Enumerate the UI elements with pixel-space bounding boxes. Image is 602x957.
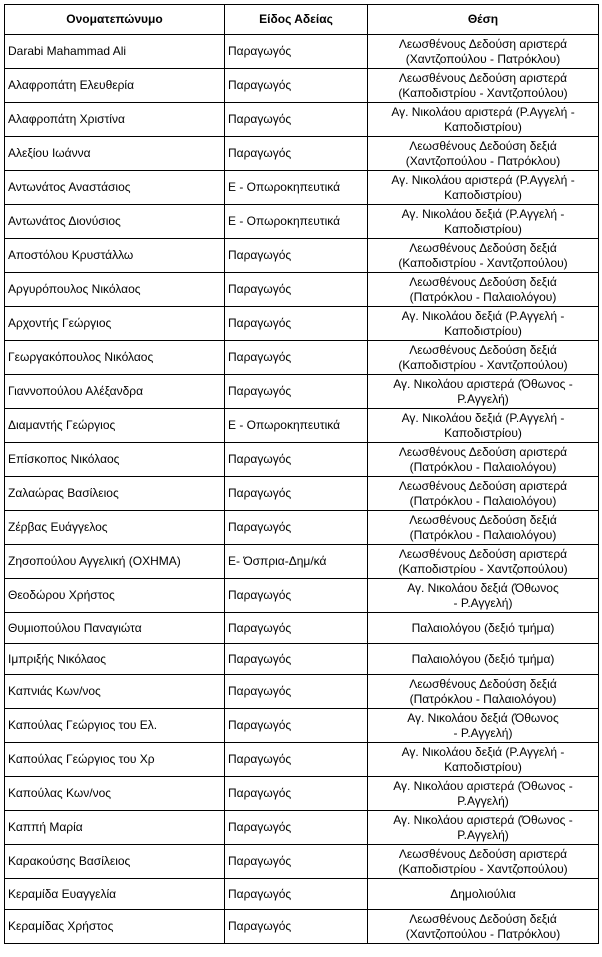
position-line: Λεωσθένους Δεδούση δεξιά [409,676,557,691]
cell-name: Επίσκοπος Νικόλαος [5,443,225,477]
table-body [5,35,599,944]
position-line: (Πατρόκλου - Παλαιολόγου) [409,289,557,304]
position-line: Λεωσθένους Δεδούση δεξιά [409,138,557,153]
table-row [5,644,599,675]
cell-license-type: Παραγωγός [225,341,368,375]
table-row [5,341,599,375]
position-line: Παλαιολόγου (δεξιό τμήμα) [411,620,555,635]
cell-name: Διαμαντής Γεώργιος [5,409,225,443]
table-row [5,613,599,644]
cell-license-type: Παραγωγός [225,811,368,845]
position-line: (Καποδιστρίου - Χαντζοπούλου) [398,561,568,576]
cell-position [368,103,599,137]
position-line: (Πατρόκλου - Παλαιολόγου) [409,691,557,706]
cell-name: Καππή Μαρία [5,811,225,845]
cell-license-type: Παραγωγός [225,845,368,879]
position-line: Λεωσθένους Δεδούση δεξιά [409,342,557,357]
cell-license-type: Παραγωγός [225,644,368,675]
position-line: Αγ. Νικολάου αριστερά (Όθωνος - [393,778,573,793]
cell-license-type: Ε- Όσπρια-Δημ/κά [225,545,368,579]
position-line: Καποδιστρίου) [444,425,522,440]
header-position: Θέση [368,5,599,35]
cell-name: Καπούλας Γεώργιος του Χρ [5,743,225,777]
position-line: Καποδιστρίου) [444,119,522,134]
cell-name: Ιμπριξής Νικόλαος [5,644,225,675]
position-line: Λεωσθένους Δεδούση αριστερά [398,36,568,51]
position-line: Αγ. Νικολάου αριστερά (Όθωνος - [393,812,573,827]
cell-license-type: Παραγωγός [225,579,368,613]
position-line: Καποδιστρίου) [444,323,522,338]
cell-name: Κεραμίδα Ευαγγελία [5,879,225,910]
position-line: Ρ.Αγγελή) [457,827,509,842]
cell-position [368,137,599,171]
cell-license-type: Παραγωγός [225,239,368,273]
table-row [5,709,599,743]
cell-name: Αντωνάτος Αναστάσιος [5,171,225,205]
cell-name: Καπούλας Γεώργιος του Ελ. [5,709,225,743]
position-line: (Καποδιστρίου - Χαντζοπούλου) [398,357,568,372]
table-row [5,675,599,709]
position-line: Λεωσθένους Δεδούση δεξιά [409,240,557,255]
cell-name: Ζέρβας Ευάγγελος [5,511,225,545]
cell-license-type: Παραγωγός [225,375,368,409]
cell-license-type: Παραγωγός [225,743,368,777]
table-row [5,879,599,910]
cell-name: Αλαφροπάτη Ελευθερία [5,69,225,103]
cell-name: Αρχοντής Γεώργιος [5,307,225,341]
table-row [5,443,599,477]
table-row [5,511,599,545]
cell-name: Κεραμίδας Χρήστος [5,910,225,944]
position-line: (Καποδιστρίου - Χαντζοπούλου) [398,255,568,270]
table-row [5,103,599,137]
cell-name: Καρακούσης Βασίλειος [5,845,225,879]
cell-position [368,910,599,944]
cell-position [368,341,599,375]
cell-license-type: Παραγωγός [225,777,368,811]
table-row [5,811,599,845]
cell-position [368,879,599,910]
cell-position [368,69,599,103]
position-line: Καποδιστρίου) [444,759,522,774]
cell-license-type: Παραγωγός [225,35,368,69]
position-line: Λεωσθένους Δεδούση αριστερά [398,478,568,493]
position-line: Λεωσθένους Δεδούση δεξιά [409,512,557,527]
license-table [4,4,599,944]
table-row [5,69,599,103]
position-line: (Καποδιστρίου - Χαντζοπούλου) [398,85,568,100]
table-row [5,273,599,307]
position-line: Ρ.Αγγελή) [457,793,509,808]
table-row [5,777,599,811]
cell-license-type: Παραγωγός [225,879,368,910]
cell-position [368,545,599,579]
position-line: (Χαντζοπούλου - Πατρόκλου) [405,51,561,66]
cell-name: Ζαλαώρας Βασίλειος [5,477,225,511]
cell-license-type: Παραγωγός [225,307,368,341]
table-row [5,375,599,409]
cell-position [368,239,599,273]
position-line: Αγ. Νικολάου αριστερά (Ρ.Αγγελή - [391,172,575,187]
cell-license-type: Παραγωγός [225,69,368,103]
cell-name: Darabi Mahammad Ali [5,35,225,69]
cell-position [368,35,599,69]
cell-license-type: Παραγωγός [225,137,368,171]
table-row [5,137,599,171]
position-line: Λεωσθένους Δεδούση αριστερά [398,444,568,459]
cell-license-type: Ε - Οπωροκηπευτικά [225,205,368,239]
cell-license-type: Ε - Οπωροκηπευτικά [225,409,368,443]
position-line: Ρ.Αγγελή) [457,391,509,406]
cell-position [368,477,599,511]
cell-license-type: Παραγωγός [225,103,368,137]
table-row [5,477,599,511]
cell-position [368,205,599,239]
cell-name: Θυμιοπούλου Παναγιώτα [5,613,225,644]
cell-name: Αντωνάτος Διονύσιος [5,205,225,239]
position-line: Αγ. Νικολάου δεξιά (Ρ.Αγγελή - [401,308,565,323]
cell-name: Ζησοπούλου Αγγελική (ΟΧΗΜΑ) [5,545,225,579]
cell-license-type: Παραγωγός [225,273,368,307]
position-line: (Πατρόκλου - Παλαιολόγου) [409,493,557,508]
table-row [5,409,599,443]
cell-position [368,675,599,709]
position-line: - Ρ.Αγγελή) [453,595,513,610]
cell-position [368,273,599,307]
position-line: (Πατρόκλου - Παλαιολόγου) [409,459,557,474]
cell-license-type: Παραγωγός [225,675,368,709]
position-line: Αγ. Νικολάου δεξιά (Ρ.Αγγελή - [401,744,565,759]
position-line: (Χαντζοπούλου - Πατρόκλου) [405,153,561,168]
cell-name: Γιαννοπούλου Αλέξανδρα [5,375,225,409]
table-row [5,239,599,273]
cell-name: Καπούλας Κων/νος [5,777,225,811]
cell-position [368,743,599,777]
position-line: (Πατρόκλου - Παλαιολόγου) [409,527,557,542]
table-row [5,171,599,205]
position-line: (Καποδιστρίου - Χαντζοπούλου) [398,861,568,876]
cell-license-type: Ε - Οπωροκηπευτικά [225,171,368,205]
position-line: Αγ. Νικολάου δεξιά (Ρ.Αγγελή - [401,206,565,221]
position-line: Αγ. Νικολάου δεξιά (Όθωνος [407,580,559,595]
cell-name: Αργυρόπουλος Νικόλαος [5,273,225,307]
position-line: Λεωσθένους Δεδούση αριστερά [398,70,568,85]
table-row [5,545,599,579]
position-line: (Χαντζοπούλου - Πατρόκλου) [405,926,561,941]
cell-license-type: Παραγωγός [225,477,368,511]
table-row [5,910,599,944]
position-line: Δημολιούλια [450,886,516,901]
position-line: - Ρ.Αγγελή) [453,725,513,740]
cell-position [368,579,599,613]
table-row [5,743,599,777]
position-line: Αγ. Νικολάου δεξιά (Όθωνος [407,710,559,725]
cell-position [368,709,599,743]
table-row [5,579,599,613]
position-line: Λεωσθένους Δεδούση δεξιά [409,911,557,926]
position-line: Λεωσθένους Δεδούση αριστερά [398,546,568,561]
cell-position [368,443,599,477]
position-line: Αγ. Νικολάου αριστερά (Όθωνος - [393,376,573,391]
position-line: Καποδιστρίου) [444,221,522,236]
cell-position [368,171,599,205]
cell-position [368,307,599,341]
cell-license-type: Παραγωγός [225,511,368,545]
cell-name: Αποστόλου Κρυστάλλω [5,239,225,273]
cell-name: Θεοδώρου Χρήστος [5,579,225,613]
cell-name: Καπνιάς Κων/νος [5,675,225,709]
table-row [5,845,599,879]
cell-position [368,409,599,443]
cell-position [368,613,599,644]
cell-position [368,777,599,811]
cell-license-type: Παραγωγός [225,910,368,944]
cell-position [368,375,599,409]
position-line: Παλαιολόγου (δεξιό τμήμα) [411,651,555,666]
cell-position [368,845,599,879]
cell-license-type: Παραγωγός [225,613,368,644]
table-row [5,307,599,341]
cell-name: Αλαφροπάτη Χριστίνα [5,103,225,137]
cell-license-type: Παραγωγός [225,443,368,477]
cell-license-type: Παραγωγός [225,709,368,743]
cell-position [368,811,599,845]
position-line: Λεωσθένους Δεδούση αριστερά [398,846,568,861]
table-row [5,35,599,69]
position-line: Λεωσθένους Δεδούση δεξιά [409,274,557,289]
cell-name: Αλεξίου Ιωάννα [5,137,225,171]
position-line: Καποδιστρίου) [444,187,522,202]
position-line: Αγ. Νικολάου αριστερά (Ρ.Αγγελή - [391,104,575,119]
cell-position [368,511,599,545]
table-row [5,205,599,239]
cell-position [368,644,599,675]
header-row [5,5,599,35]
header-license-type: Είδος Αδείας [225,5,368,35]
header-name: Ονοματεπώνυμο [5,5,225,35]
cell-name: Γεωργακόπουλος Νικόλαος [5,341,225,375]
position-line: Αγ. Νικολάου δεξιά (Ρ.Αγγελή - [401,410,565,425]
